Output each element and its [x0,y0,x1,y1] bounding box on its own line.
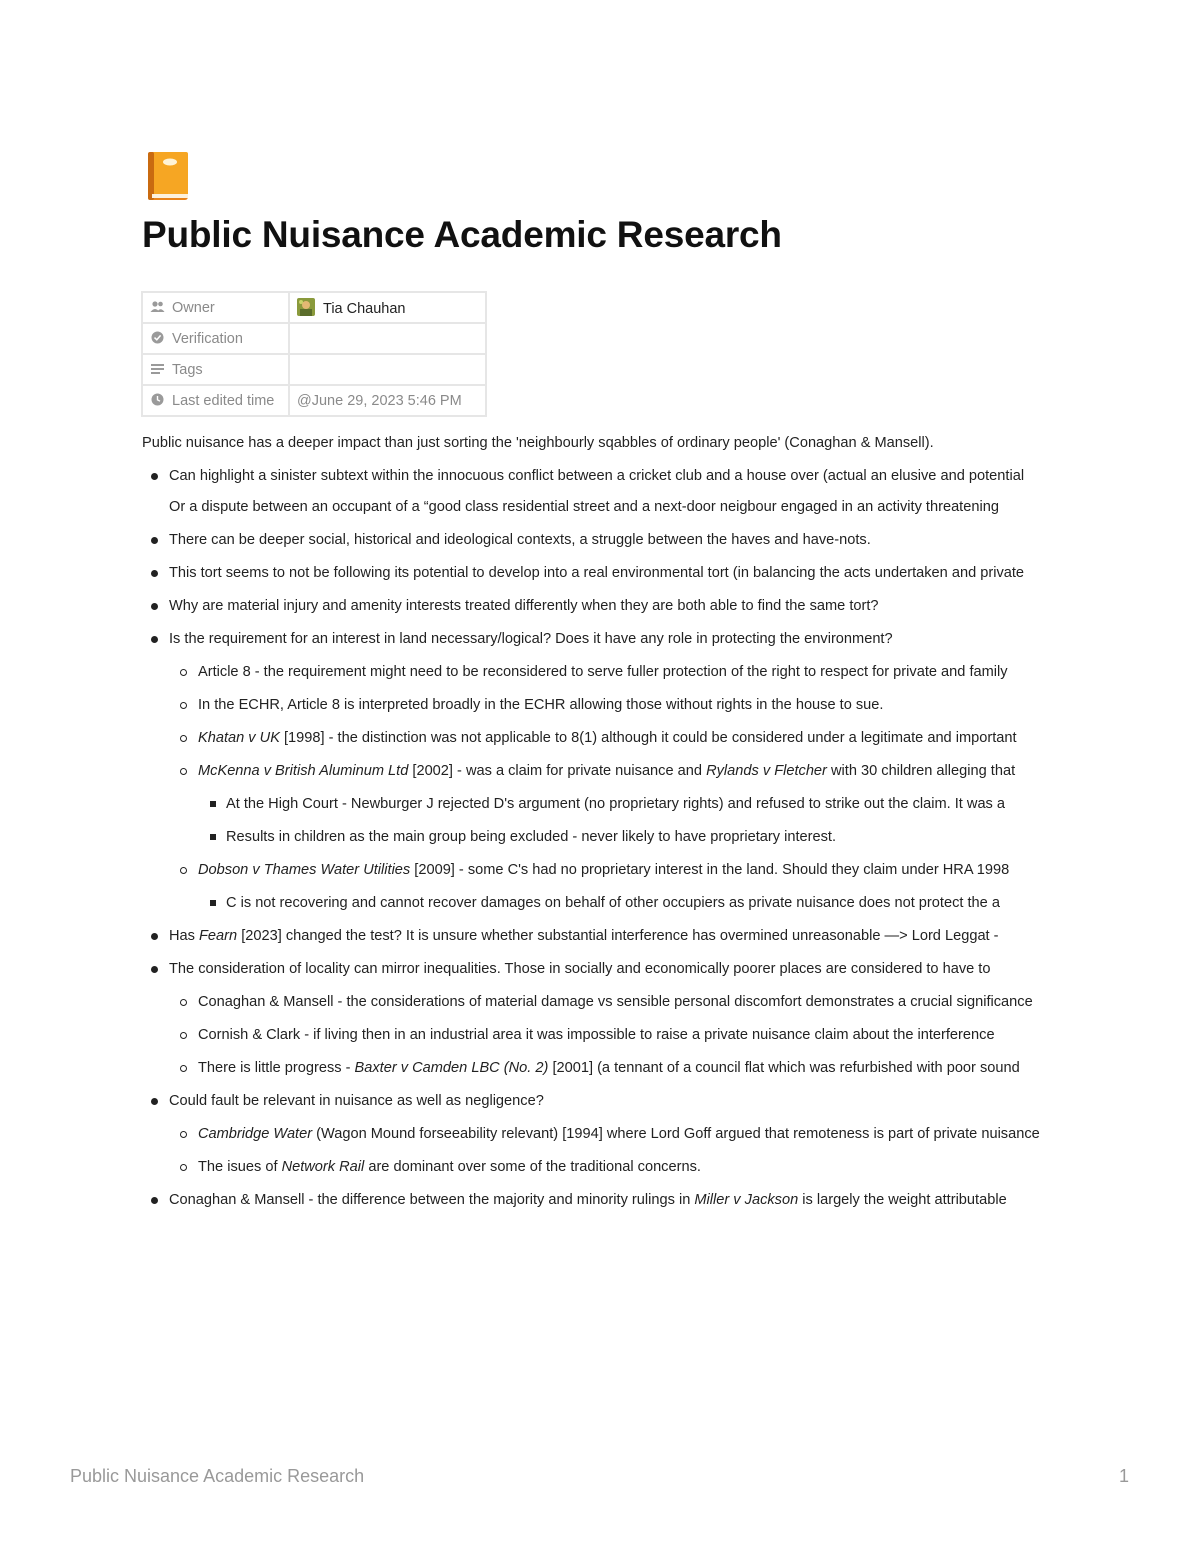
list-item: Conaghan & Mansell - the difference between the majority and minority rulings in Miller v Jackson is largely the weight attributable [142,1190,1060,1210]
property-value-last-edited: @June 29, 2023 5:46 PM [289,385,486,416]
list-item-continuation: Or a dispute between an occupant of a “good class residential street and a next-door neigbour engaged in an activity threatening [169,499,999,515]
list-item: Dobson v Thames Water Utilities [2009] - some C's had no proprietary interest in the land. Should they claim under HRA 1998 [142,860,1060,880]
clock-icon [150,392,165,407]
bullet-icon [151,636,158,643]
bullet-icon [151,1098,158,1105]
case-name: Fearn [199,928,238,944]
bullet-icon [151,570,158,577]
list-item: The isues of Network Rail are dominant over some of the traditional concerns. [142,1157,1060,1177]
list-item: Why are material injury and amenity interests treated differently when they are both able to find the same tort? [142,596,1060,616]
property-key-owner: Owner [142,292,289,323]
bullet-icon [151,603,158,610]
page-number: 1 [1118,1466,1129,1486]
bullet-icon [210,834,216,840]
page-title: Public Nuisance Academic Research [142,214,782,255]
list-item: McKenna v British Aluminum Ltd [2002] - was a claim for private nuisance and Rylands v Fletcher with 30 children alleging that [142,761,1060,781]
property-key-last-edited: Last edited time [142,385,289,416]
bullet-icon [180,702,187,709]
list-item: There is little progress - Baxter v Camden LBC (No. 2) [2001] (a tennant of a council flat which was refurbished with poor sound [142,1058,1060,1078]
avatar [297,298,315,316]
list-item: Has Fearn [2023] changed the test? It is unsure whether substantial interference has overmined unreasonable —> Lord Leggat - [142,926,1060,946]
property-value-verification[interactable] [289,323,486,354]
bullet-icon [180,867,187,874]
list-item: The consideration of locality can mirror inequalities. Those in socially and economically poorer places are considered to have to [142,959,1060,979]
property-value-tags[interactable] [289,354,486,385]
property-key-verification: Verification [142,323,289,354]
verified-badge-icon [150,330,165,345]
intro-paragraph: Public nuisance has a deeper impact than just sorting the 'neighbourly sqabbles of ordinary people' (Conaghan & Mansell). [142,435,934,451]
list-item: Could fault be relevant in nuisance as well as negligence? [142,1091,1060,1111]
list-item: Article 8 - the requirement might need to be reconsidered to serve fuller protection of the right to respect for private and family [142,662,1060,682]
list-item: Conaghan & Mansell - the considerations of material damage vs sensible personal discomfort demonstrates a crucial significance [142,992,1060,1012]
book-icon [146,150,192,202]
bullet-icon [151,1197,158,1204]
case-name: Miller v Jackson [694,1192,799,1208]
case-name: Khatan v UK [198,730,280,746]
property-row-verification [142,323,486,354]
bullet-icon [180,1164,187,1171]
case-name: Network Rail [281,1159,365,1175]
list-item: Can highlight a sinister subtext within the innocuous conflict between a cricket club and a house over (actual an elusive and potential [142,466,1060,486]
bullet-icon [180,768,187,775]
bullet-icon [210,801,216,807]
case-name: Cambridge Water [198,1126,313,1142]
bullet-icon [180,1065,187,1072]
case-name: McKenna v British Aluminum Ltd [198,763,409,779]
bullet-icon [180,999,187,1006]
document-body [142,433,1060,1223]
bullet-icon [180,1131,187,1138]
property-row-last-edited [142,385,486,416]
property-row-tags [142,354,486,385]
list-icon [150,361,165,376]
list-item: There can be deeper social, historical and ideological contexts, a struggle between the haves and have-nots. [142,530,1060,550]
bullet-icon [180,669,187,676]
property-value-owner[interactable]: Tia Chauhan [289,292,486,323]
bullet-icon [151,933,158,940]
list-item: Cambridge Water (Wagon Mound forseeability relevant) [1994] where Lord Goff argued that remoteness is part of private nuisance [142,1124,1060,1144]
footer-title: Public Nuisance Academic Research [70,1466,365,1486]
list-item: In the ECHR, Article 8 is interpreted broadly in the ECHR allowing those without rights in the house to sue. [142,695,1060,715]
bullet-icon [180,1032,187,1039]
property-key-tags: Tags [142,354,289,385]
case-name: Rylands v Fletcher [706,763,827,779]
list-item: At the High Court - Newburger J rejected D's argument (no proprietary rights) and refused to strike out the claim. It was a [142,794,1060,814]
list-item: Results in children as the main group being excluded - never likely to have proprietary interest. [142,827,1060,847]
people-icon [150,299,165,314]
bullet-icon [210,900,216,906]
property-row-owner [142,292,486,323]
bullet-list [142,466,1060,1210]
case-name: Dobson v Thames Water Utilities [198,862,411,878]
list-item: Khatan v UK [1998] - the distinction was not applicable to 8(1) although it could be considered under a legitimate and important [142,728,1060,748]
bullet-icon [151,537,158,544]
case-name: Baxter v Camden LBC (No. 2) [354,1060,549,1076]
list-item: This tort seems to not be following its potential to develop into a real environmental tort (in balancing the acts undertaken and private [142,563,1060,583]
bullet-icon [151,473,158,480]
bullet-icon [180,735,187,742]
list-item: Is the requirement for an interest in land necessary/logical? Does it have any role in protecting the environment? [142,629,1060,649]
bullet-icon [151,966,158,973]
list-item: Cornish & Clark - if living then in an industrial area it was impossible to raise a private nuisance claim about the interference [142,1025,1060,1045]
list-item: C is not recovering and cannot recover damages on behalf of other occupiers as private nuisance does not protect the a [142,893,1060,913]
properties-table [141,291,487,417]
